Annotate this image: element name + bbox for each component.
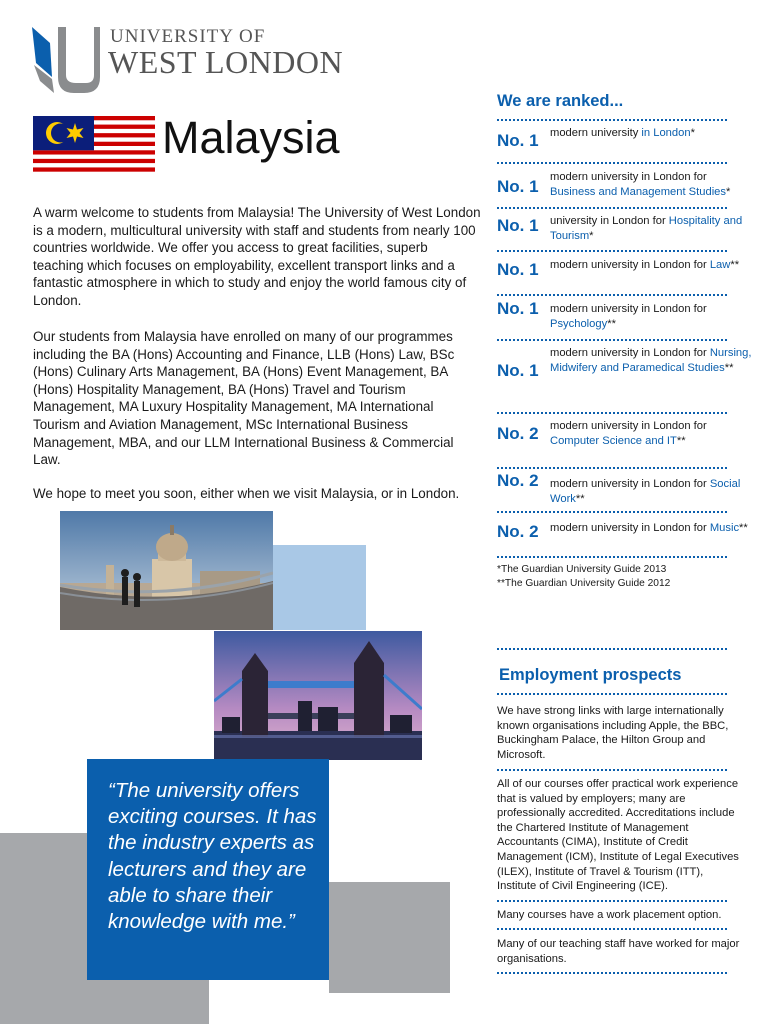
rank-number: No. 1 — [497, 177, 539, 196]
tower-bridge-photo — [214, 631, 422, 760]
employment-heading: Employment prospects — [499, 666, 682, 684]
dotted-divider — [497, 556, 727, 558]
employment-paragraph: Many of our teaching staff have worked for major organisations. — [497, 938, 740, 965]
decorative-blue-block — [273, 545, 366, 630]
university-logo-icon — [30, 25, 100, 95]
rank-text: modern university in London for — [550, 347, 710, 359]
logo-text-line2: WEST LONDON — [108, 44, 344, 80]
intro-paragraph: A warm welcome to students from Malaysia! The University of West London is a modern, multicultural university with staff and students from nearly 100 countries worldwide. We offer you access to great facilities, superb teaching which focuses on employability, excellent transport links and a fantastic atmosphere in which to study and enjoy the world famous city of London. — [33, 205, 481, 308]
rank-description — [550, 258, 755, 273]
rank-footnote-mark: ** — [575, 492, 585, 505]
rank-description — [550, 477, 755, 506]
rank-footnote-mark: * — [726, 185, 731, 198]
dotted-divider — [497, 693, 727, 695]
rank-subject: Hospitality and Tourism — [550, 215, 743, 242]
employment-paragraph: We have strong links with large internationally known organisations including Apple, the BBC, Buckingham Palace, the Hilton Group and Microsoft. — [497, 705, 729, 761]
rank-description — [550, 419, 755, 448]
rank-footnote-mark: ** — [676, 434, 686, 447]
page-title: Malaysia — [162, 112, 340, 163]
rank-subject: in London — [641, 127, 691, 139]
rank-number: No. 2 — [497, 522, 539, 541]
footnote: **The Guardian University Guide 2012 — [497, 578, 671, 589]
rank-footnote-mark: * — [690, 127, 695, 139]
rank-text: modern university in London for — [550, 478, 710, 490]
rank-description — [550, 346, 755, 375]
rank-description — [550, 302, 755, 331]
rank-number: No. 2 — [497, 424, 539, 443]
dotted-divider — [497, 972, 727, 974]
rank-text: modern university in London for — [550, 171, 707, 183]
rank-subject: Psychology — [550, 317, 608, 330]
dotted-divider — [497, 900, 727, 902]
rank-description — [550, 126, 755, 141]
rank-description — [550, 214, 755, 243]
employment-paragraph: All of our courses offer practical work experience that is valued by employers; many are professionally accredited. Accreditations include the Chartered Institute of Management Accountants (CIMA), Institute of Credit Management (ICM), Institute of Legal Executives (ILEX), Institute of Travel & Tourism (ITT), Institute of Civil Engineering (ICE). — [497, 778, 739, 893]
dotted-divider — [497, 294, 727, 296]
dotted-divider — [497, 119, 727, 121]
decorative-grey-block — [329, 882, 450, 993]
rank-text: modern university in London for — [550, 303, 707, 315]
student-quote: “The university offers exciting courses. It has the industry experts as lecturers and they are able to share their knowledge with me.” — [108, 779, 317, 934]
rank-number: No. 1 — [497, 260, 539, 279]
dotted-divider — [497, 511, 727, 513]
rank-number: No. 1 — [497, 299, 539, 318]
rank-footnote-mark: * — [589, 229, 594, 242]
rank-footnote-mark: ** — [730, 259, 740, 271]
rank-subject: Social Work — [550, 478, 741, 505]
dotted-divider — [497, 412, 727, 414]
dotted-divider — [497, 928, 727, 930]
rank-text: modern university — [550, 127, 642, 139]
rank-number: No. 2 — [497, 471, 539, 490]
dotted-divider — [497, 648, 727, 650]
rank-footnote-mark: ** — [724, 361, 734, 374]
rank-subject: Nursing, Midwifery and Paramedical Studies — [550, 347, 752, 374]
dotted-divider — [497, 162, 727, 164]
rank-description — [550, 170, 755, 199]
rank-subject: Business and Management Studies — [550, 185, 727, 198]
footnote: *The Guardian University Guide 2013 — [497, 564, 667, 575]
rank-subject: Law — [709, 259, 731, 271]
dotted-divider — [497, 207, 727, 209]
rank-footnote-mark: ** — [607, 317, 616, 330]
rank-text: modern university in London for — [550, 259, 710, 271]
rank-footnote-mark: ** — [739, 522, 748, 534]
rank-number: No. 1 — [497, 361, 539, 380]
rank-subject: Computer Science and IT — [550, 434, 677, 447]
rank-number: No. 1 — [497, 131, 539, 150]
rank-subject: Music — [709, 522, 740, 534]
dotted-divider — [497, 467, 727, 469]
rank-number: No. 1 — [497, 216, 539, 235]
student-quote-box — [87, 759, 329, 980]
rank-text: modern university in London for — [550, 522, 710, 534]
rankings-heading: We are ranked... — [497, 92, 624, 110]
logo-text-line1: UNIVERSITY OF — [110, 26, 266, 47]
malaysia-flag-icon — [33, 116, 155, 176]
dotted-divider — [497, 769, 727, 771]
rank-text: university in London for — [550, 215, 669, 227]
st-pauls-photo — [60, 511, 273, 630]
rank-text: modern university in London for — [550, 420, 707, 432]
rank-description — [550, 521, 755, 536]
programmes-paragraph: Our students from Malaysia have enrolled on many of our programmes including the BA (Hons) Accounting and Finance, LLB (Hons) Law, BSc (Hons) Culinary Arts Management, BA (Hons) Event Management, BA (Hons) Hospitality Management, BA (Hons) Travel and Tourism Management, MA Luxury Hospitality Management, MA International Tourism and Aviation Management, MSc International Business Management, MBA, and our LLM International Business & Commercial Law. — [33, 329, 455, 468]
dotted-divider — [497, 250, 727, 252]
dotted-divider — [497, 339, 727, 341]
employment-paragraph: Many courses have a work placement option. — [497, 909, 722, 921]
closing-paragraph: We hope to meet you soon, either when we visit Malaysia, or in London. — [33, 486, 460, 501]
